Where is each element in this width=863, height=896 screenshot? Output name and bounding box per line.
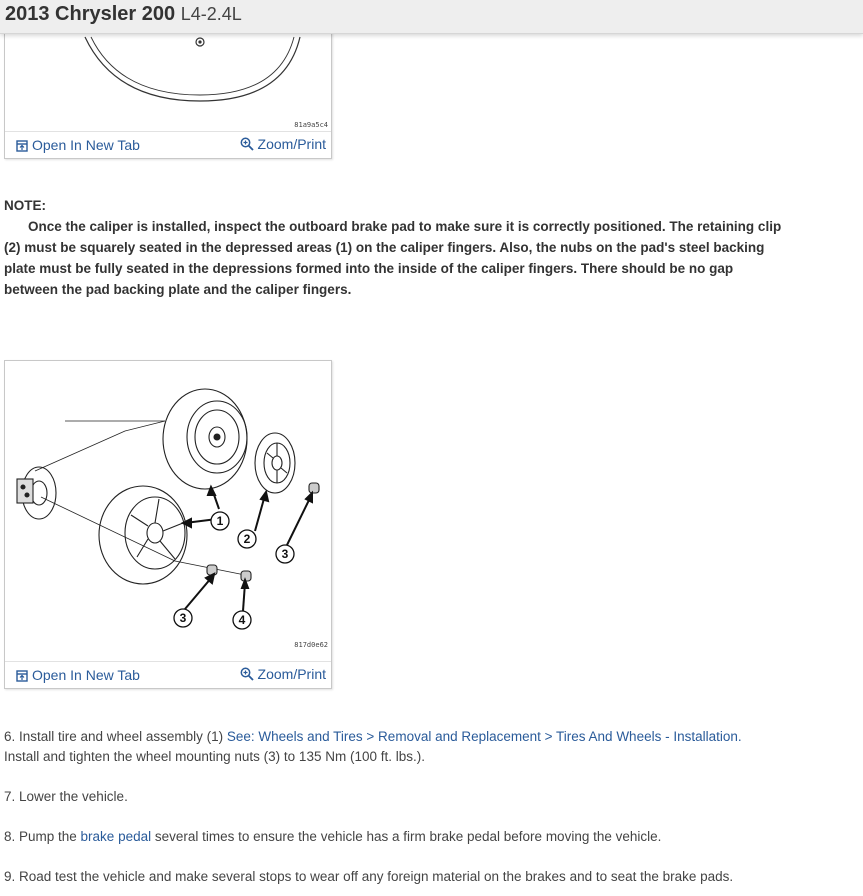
figure-2-zoom-print[interactable]: [240, 666, 326, 682]
figure-2: [4, 360, 332, 689]
callout-2: 2: [243, 532, 251, 546]
step-6-line2: Install and tighten the wheel mounting nuts (3) to 135 Nm (100 ft. lbs.).: [4, 749, 425, 764]
zoom-icon: [240, 667, 254, 681]
zoom-icon: [240, 137, 254, 151]
step-6: [4, 727, 849, 767]
figure-1-code: 81a9a5c4: [294, 121, 328, 129]
figure-2-illustration: [5, 361, 331, 661]
page-header: [0, 0, 863, 34]
callout-3-right: 3: [281, 547, 289, 561]
callout-1: 1: [216, 514, 224, 528]
step-8-text-end: several times to ensure the vehicle has a firm brake pedal before moving the vehicle.: [151, 829, 662, 844]
open-new-tab-label: Open In New Tab: [32, 137, 140, 153]
step-8-text: 8. Pump the: [4, 829, 81, 844]
open-new-tab-label: Open In New Tab: [32, 667, 140, 683]
step-7: 7. Lower the vehicle.: [4, 789, 128, 804]
callout-4: 4: [238, 613, 246, 627]
figure-2-open-new-tab[interactable]: [16, 667, 140, 683]
note-label: NOTE:: [4, 198, 46, 213]
figure-1-zoom-print[interactable]: [240, 136, 326, 152]
open-new-tab-icon: [16, 670, 28, 682]
figure-2-toolbar: [5, 661, 331, 688]
zoom-print-label: Zoom/Print: [257, 666, 326, 682]
vehicle-model: 2013 Chrysler 200: [5, 3, 176, 25]
note-text: Once the caliper is installed, inspect the outboard brake pad to make sure it is correctly positioned. The retaining clip (2) must be squarely seated in the depressed areas (1) on the caliper fingers. Also, the nubs on the pad's steel backing plate must be fully seated in the depressions formed into the inside of the caliper fingers. There should be no gap between the pad backing plate and the caliper fingers.: [4, 219, 782, 297]
zoom-print-label: Zoom/Print: [257, 136, 326, 152]
figure-2-code: 817d0e62: [294, 641, 328, 649]
vehicle-engine: L4-2.4L: [180, 4, 242, 24]
callout-3-left: 3: [179, 611, 187, 625]
figure-1-toolbar: [5, 131, 331, 158]
brake-pedal-link[interactable]: brake pedal: [80, 829, 152, 844]
figure-1-open-new-tab[interactable]: [16, 137, 140, 153]
step-8: [4, 827, 849, 847]
vehicle-title: [5, 3, 242, 26]
open-new-tab-icon: [16, 140, 28, 152]
step-6-link[interactable]: See: Wheels and Tires > Removal and Replacement > Tires And Wheels - Installation.: [226, 729, 742, 744]
step-9: 9. Road test the vehicle and make several stops to wear off any foreign material on the brakes and to seat the brake pads.: [4, 869, 734, 884]
step-6-text: 6. Install tire and wheel assembly (1): [4, 729, 227, 744]
